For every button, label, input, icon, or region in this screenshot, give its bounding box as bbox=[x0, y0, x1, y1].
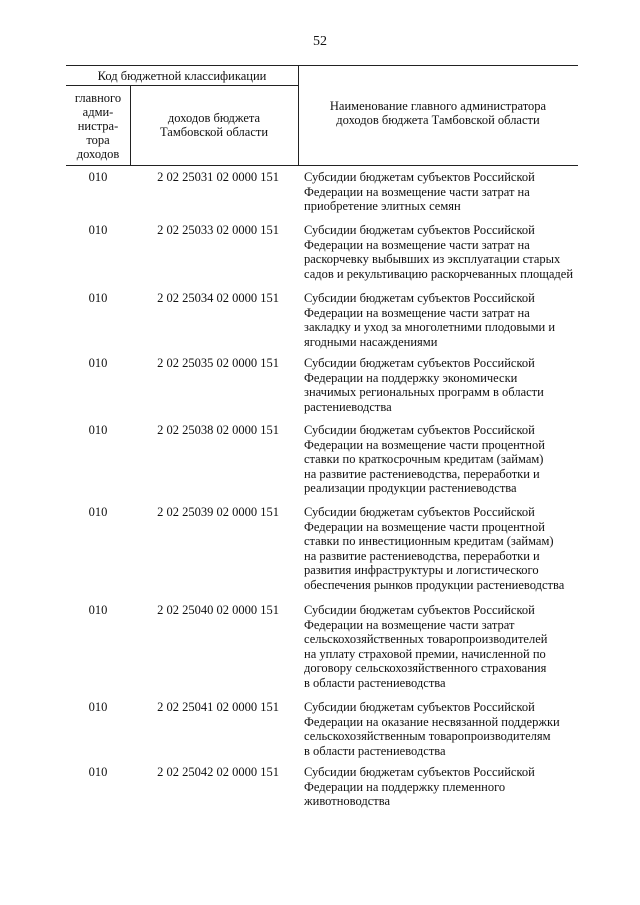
name-line: на развитие растениеводства, переработки и bbox=[304, 466, 540, 481]
budget-code-cell: 2 02 25034 02 0000 151 bbox=[157, 291, 279, 305]
name-line: обеспечения рынков продукции растениеводства bbox=[304, 577, 565, 592]
name-line: Субсидии бюджетам субъектов Российской bbox=[304, 223, 535, 237]
name-line: приобретение элитных семян bbox=[304, 199, 461, 214]
budget-code-cell: 2 02 25041 02 0000 151 bbox=[157, 700, 279, 714]
administrator-name-cell bbox=[304, 356, 584, 414]
administrator-name-cell bbox=[304, 700, 584, 758]
header-group-divider bbox=[66, 85, 298, 86]
admin-code-cell: 010 bbox=[88, 291, 108, 305]
name-line: на развитие растениеводства, переработки и bbox=[304, 548, 540, 563]
name-line: Субсидии бюджетам субъектов Российской bbox=[304, 603, 535, 617]
administrator-name-cell bbox=[304, 505, 584, 593]
administrator-name-cell bbox=[304, 765, 584, 809]
name-line: Субсидии бюджетам субъектов Российской bbox=[304, 170, 535, 184]
header-col-admin-line: доходов bbox=[76, 147, 120, 161]
name-line: Федерации на возмещение части затрат на bbox=[304, 305, 530, 320]
name-line: Федерации на поддержку племенного bbox=[304, 779, 506, 794]
name-line: Субсидии бюджетам субъектов Российской bbox=[304, 505, 535, 519]
budget-code-cell: 2 02 25033 02 0000 151 bbox=[157, 223, 279, 237]
header-col-name-line: Наименование главного администратора bbox=[329, 99, 547, 113]
name-line: Федерации на оказание несвязанной поддержки bbox=[304, 714, 560, 729]
budget-code-cell: 2 02 25035 02 0000 151 bbox=[157, 356, 279, 370]
budget-code-cell: 2 02 25039 02 0000 151 bbox=[157, 505, 279, 519]
header-col-admin-line: главного bbox=[74, 91, 122, 105]
header-group-title: Код бюджетной классификации bbox=[97, 69, 267, 83]
administrator-name-cell bbox=[304, 603, 584, 691]
name-line: Федерации на возмещение части процентной bbox=[304, 437, 545, 452]
name-line: Субсидии бюджетам субъектов Российской bbox=[304, 700, 535, 714]
name-line: садов и рекультивацию раскорчеванных площадей bbox=[304, 266, 574, 281]
name-line: растениеводства bbox=[304, 399, 392, 414]
name-line: в области растениеводства bbox=[304, 743, 446, 758]
budget-code-cell: 2 02 25040 02 0000 151 bbox=[157, 603, 279, 617]
name-line: сельскохозяйственных товаропроизводителей bbox=[304, 632, 548, 647]
header-col-admin-line: адми- bbox=[82, 105, 114, 119]
header-top-border bbox=[66, 65, 578, 66]
name-line: Субсидии бюджетам субъектов Российской bbox=[304, 423, 535, 437]
name-line: ягодными насаждениями bbox=[304, 334, 438, 349]
name-line: ставки по инвестиционным кредитам (займам) bbox=[304, 534, 554, 549]
header-col-income bbox=[130, 111, 298, 139]
name-line: Федерации на поддержку экономически bbox=[304, 370, 518, 385]
administrator-name-cell bbox=[304, 170, 584, 214]
header-col-admin bbox=[66, 91, 130, 161]
name-line: развития инфраструктуры и логистического bbox=[304, 563, 539, 578]
name-line: закладку и уход за многолетними плодовыми и bbox=[304, 320, 556, 335]
name-line: Федерации на возмещение части затрат bbox=[304, 617, 515, 632]
header-col-admin-line: нистра- bbox=[77, 119, 119, 133]
header-col-name-line: доходов бюджета Тамбовской области bbox=[336, 113, 540, 127]
page-number: 52 bbox=[313, 34, 327, 49]
name-line: Федерации на возмещение части затрат на bbox=[304, 237, 530, 252]
admin-code-cell: 010 bbox=[88, 603, 108, 617]
name-line: Федерации на возмещение части процентной bbox=[304, 519, 545, 534]
name-line: реализации продукции растениеводства bbox=[304, 481, 517, 496]
admin-code-cell: 010 bbox=[88, 223, 108, 237]
name-line: животноводства bbox=[304, 794, 390, 809]
admin-code-cell: 010 bbox=[88, 356, 108, 370]
header-col-name bbox=[298, 99, 578, 127]
name-line: договору сельскохозяйственного страхования bbox=[304, 661, 547, 676]
administrator-name-cell bbox=[304, 291, 584, 349]
admin-code-cell: 010 bbox=[88, 505, 108, 519]
header-bottom-border bbox=[66, 165, 578, 166]
name-line: Федерации на возмещение части затрат на bbox=[304, 184, 530, 199]
name-line: на уплату страховой премии, начисленной по bbox=[304, 646, 546, 661]
name-line: значимых региональных программ в области bbox=[304, 385, 544, 400]
admin-code-cell: 010 bbox=[88, 423, 108, 437]
name-line: сельскохозяйственным товаропроизводителям bbox=[304, 729, 551, 744]
name-line: в области растениеводства bbox=[304, 675, 446, 690]
header-col-income-line: доходов бюджета bbox=[167, 111, 261, 125]
name-line: Субсидии бюджетам субъектов Российской bbox=[304, 291, 535, 305]
budget-code-cell: 2 02 25042 02 0000 151 bbox=[157, 765, 279, 779]
admin-code-cell: 010 bbox=[88, 170, 108, 184]
name-line: Субсидии бюджетам субъектов Российской bbox=[304, 765, 535, 779]
budget-code-cell: 2 02 25038 02 0000 151 bbox=[157, 423, 279, 437]
header-col-admin-line: тора bbox=[86, 133, 110, 147]
header-col-income-line: Тамбовской области bbox=[159, 125, 269, 139]
name-line: ставки по краткосрочным кредитам (займам) bbox=[304, 452, 544, 467]
administrator-name-cell bbox=[304, 423, 584, 496]
table-header bbox=[66, 65, 578, 173]
admin-code-cell: 010 bbox=[88, 765, 108, 779]
budget-code-cell: 2 02 25031 02 0000 151 bbox=[157, 170, 279, 184]
administrator-name-cell bbox=[304, 223, 584, 281]
admin-code-cell: 010 bbox=[88, 700, 108, 714]
name-line: Субсидии бюджетам субъектов Российской bbox=[304, 356, 535, 370]
name-line: раскорчевку выбывших из эксплуатации старых bbox=[304, 252, 561, 267]
